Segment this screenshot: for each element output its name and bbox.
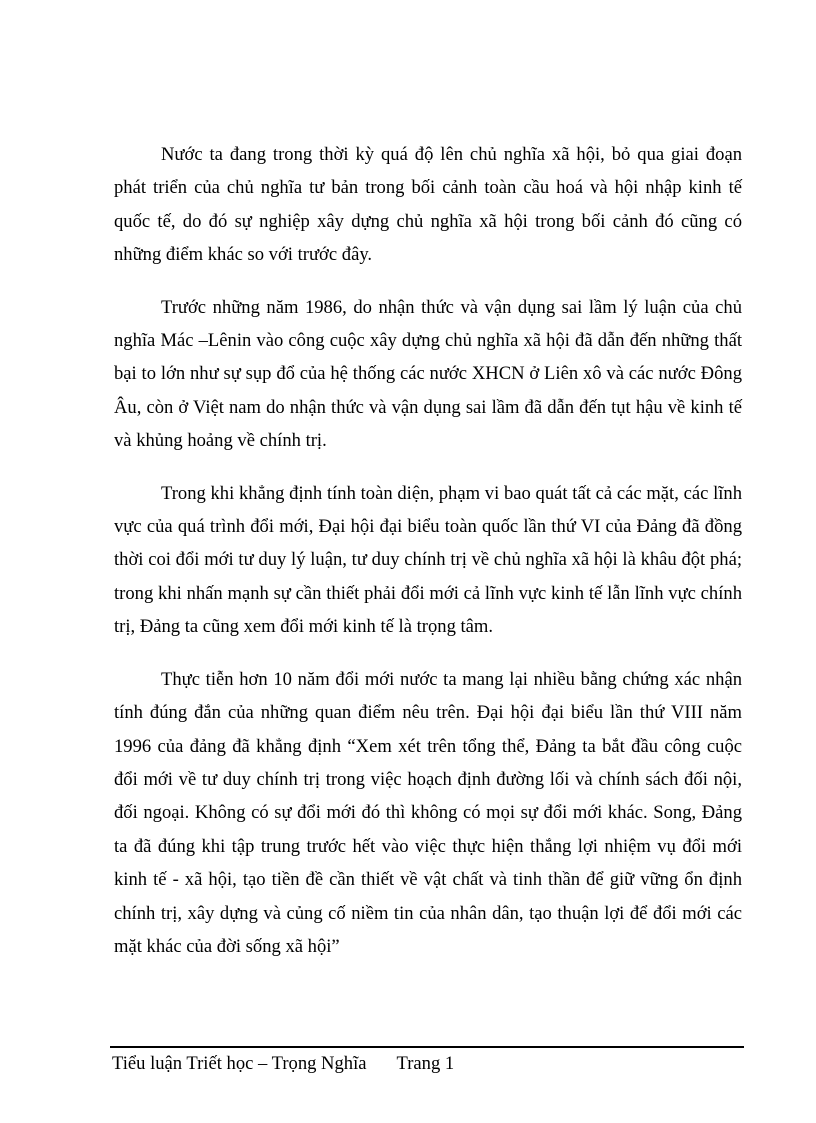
body-text: [114, 138, 742, 982]
footer-title: Tiểu luận Triết học – Trọng Nghĩa: [112, 1053, 367, 1074]
page-number: Trang 1: [396, 1053, 455, 1074]
footer-divider: [110, 1046, 744, 1048]
paragraph-transition-period: Nước ta đang trong thời kỳ quá độ lên chủ nghĩa xã hội, bỏ qua giai đoạn phát triển của chủ nghĩa tư bản trong bối cảnh toàn cầu hoá và hội nhập kinh tế quốc tế, do đó sự nghiệp xây dựng chủ nghĩa xã hội trong bối cảnh đó cũng có những điểm khác so với trước đây.: [114, 144, 742, 266]
paragraph-sixth-congress: Trong khi khẳng định tính toàn diện, phạm vi bao quát tất cả các mặt, các lĩnh vực của quá trình đổi mới, Đại hội đại biểu toàn quốc lần thứ VI của Đảng đã đồng thời coi đổi mới tư duy lý luận, tư duy chính trị về chủ nghĩa xã hội là khâu đột phá; trong khi nhấn mạnh sự cần thiết phải đổi mới cả lĩnh vực kinh tế lẫn lĩnh vực chính trị, Đảng ta cũng xem đổi mới kinh tế là trọng tâm.: [114, 482, 742, 638]
paragraph-before-1986: Trước những năm 1986, do nhận thức và vận dụng sai lầm lý luận của chủ nghĩa Mác –Lênin vào công cuộc xây dựng chủ nghĩa xã hội đã dẫn đến những thất bại to lớn như sự sụp đổ của hệ thống các nước XHCN ở Liên xô và các nước Đông Âu, còn ở Việt nam do nhận thức và vận dụng sai lầm đã dẫn đến tụt hậu về kinh tế và khủng hoảng về chính trị.: [114, 296, 742, 452]
page-footer: [112, 1052, 454, 1076]
paragraph-practice-ten-years: Thực tiễn hơn 10 năm đổi mới nước ta mang lại nhiều bằng chứng xác nhận tính đúng đắn của những quan điểm nêu trên. Đại hội đại biểu lần thứ VIII năm 1996 của đảng đã khẳng định “Xem xét trên tổng thể, Đảng ta bắt đầu công cuộc đổi mới về tư duy chính trị trong việc hoạch định đường lối và chính sách đối nội, đối ngoại. Không có sự đổi mới đó thì không có mọi sự đổi mới khác. Song, Đảng ta đã đúng khi tập trung trước hết vào việc thực hiện thắng lợi nhiệm vụ đổi mới kinh tế - xã hội, tạo tiền đề cần thiết về vật chất và tinh thần để giữ vững ổn định chính trị, xây dựng và củng cố niềm tin của nhân dân, tạo thuận lợi để đổi mới các mặt khác của đời sống xã hội”: [114, 668, 742, 957]
